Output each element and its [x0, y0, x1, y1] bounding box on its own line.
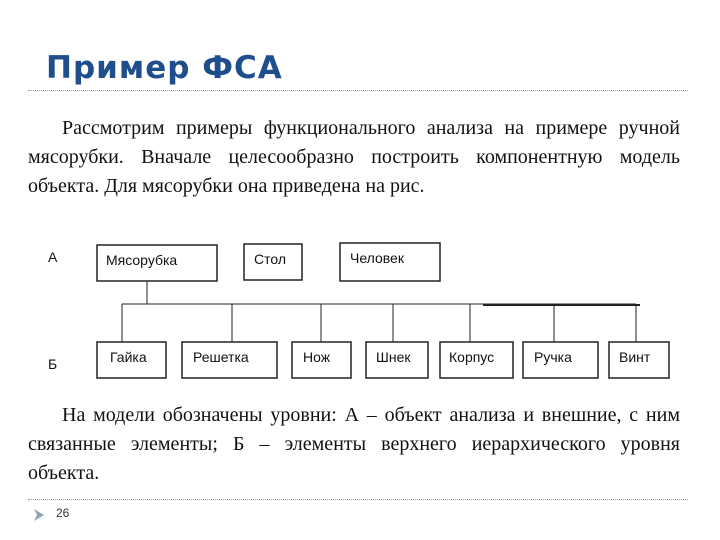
box-meat-grinder — [97, 245, 217, 281]
slide-number: 26 — [56, 506, 70, 520]
box-grate — [182, 342, 277, 378]
explanation-paragraph: На модели обозначены уровни: А – объект анализа и внешние, с ним связанные элементы; Б – элементы верхнего иерархического уровня объекта. — [28, 404, 680, 484]
svg-text:Шнек: Шнек — [376, 349, 411, 365]
svg-text:Человек: Человек — [350, 250, 404, 266]
svg-text:Мясорубка: Мясорубка — [106, 252, 178, 268]
slide-title: Пример ФСА — [46, 50, 283, 86]
svg-text:Стол: Стол — [254, 251, 287, 267]
footer-divider — [28, 499, 688, 500]
box-auger — [366, 342, 428, 378]
box-person — [340, 243, 440, 281]
slide-marker-icon — [33, 508, 45, 522]
svg-text:Ручка: Ручка — [534, 349, 572, 365]
box-body — [440, 342, 513, 378]
svg-text:Нож: Нож — [303, 349, 331, 365]
box-handle — [523, 342, 598, 378]
level-b-label: Б — [48, 356, 58, 372]
box-knife — [292, 342, 351, 378]
diagram-connectors — [122, 281, 640, 342]
svg-text:Винт: Винт — [619, 349, 651, 365]
level-a-label: А — [48, 249, 58, 265]
intro-paragraph: Рассмотрим примеры функционального анализа на примере ручной мясорубки. Вначале целесообразно построить компонентную модель объекта. Для мясорубки она приведена на рис. — [28, 117, 680, 197]
level-b-boxes — [97, 342, 669, 378]
level-a-boxes — [97, 243, 440, 281]
svg-text:Решетка: Решетка — [193, 349, 249, 365]
svg-text:Корпус: Корпус — [449, 349, 495, 365]
svg-text:Гайка: Гайка — [110, 349, 147, 365]
box-nut — [97, 342, 166, 378]
box-table — [244, 244, 302, 280]
box-screw — [609, 342, 669, 378]
